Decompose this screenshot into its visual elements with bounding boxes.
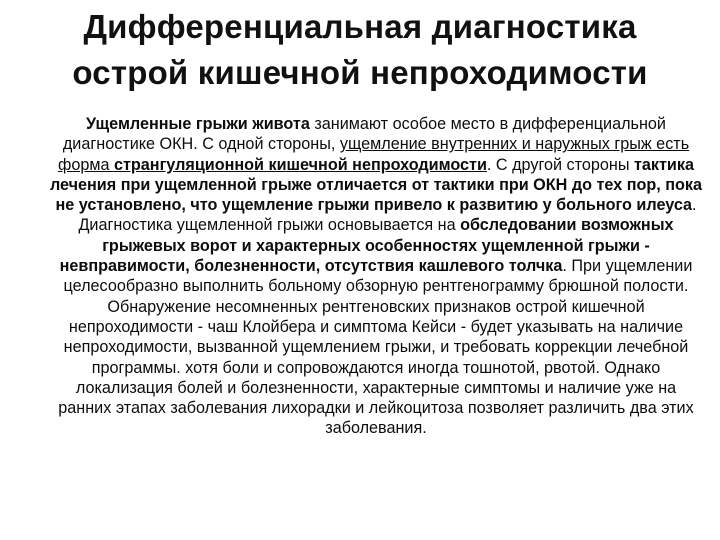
body-bold-examination: обследовании возможных грыжевых ворот и характерных особенностях ущемленной грыжи - невправимости, болезненности, отсутствия кашлевого толчка [59, 216, 674, 276]
body-text-1: занимают особое место в дифференциальной диагностике ОКН. С одной стороны, [62, 115, 666, 154]
slide-title [0, 4, 720, 96]
body-bold-tactics: тактика лечения при ущемленной грыже отличается от тактики при ОКН до тех пор, пока не установлено, что ущемление грыжи привело к развитию у больного илеуса [49, 155, 703, 215]
slide-body-paragraph [48, 114, 704, 439]
body-text-4: . При ущемлении целесообразно выполнить больному обзорную рентгенограмму брюшной полости. Обнаружение несомненных рентгеновских признаков острой кишечной непроходимости - чаш Клойбера и симптома Кейси - будет указывать на наличие непроходимости, вызванной ущемлением грыжи, и требовать коррекции лечебной программы. хотя боли и сопровождаются иногда тошнотой, рвотой. Однако локализация болей и болезненности, характерные симптомы и наличие уже на ранних этапах заболевания лихорадки и лейкоцитоза позволяет различить два этих заболевания. [58, 257, 694, 438]
body-text-2: . С другой стороны [486, 155, 634, 174]
slide-title-line-1: Дифференциальная диагностика [83, 8, 637, 45]
body-text-3: . Диагностика ущемленной грыжи основывается на [78, 196, 697, 235]
slide-title-line-2: острой кишечной непроходимости [72, 54, 648, 91]
body-bold-hernia-term: Ущемленные грыжи живота [86, 115, 310, 133]
body-underlined-text: ущемление внутренних и наружных грыж есть форма [58, 135, 690, 174]
body-bold-underlined-term: странгуляционной кишечной непроходимости [113, 155, 487, 174]
